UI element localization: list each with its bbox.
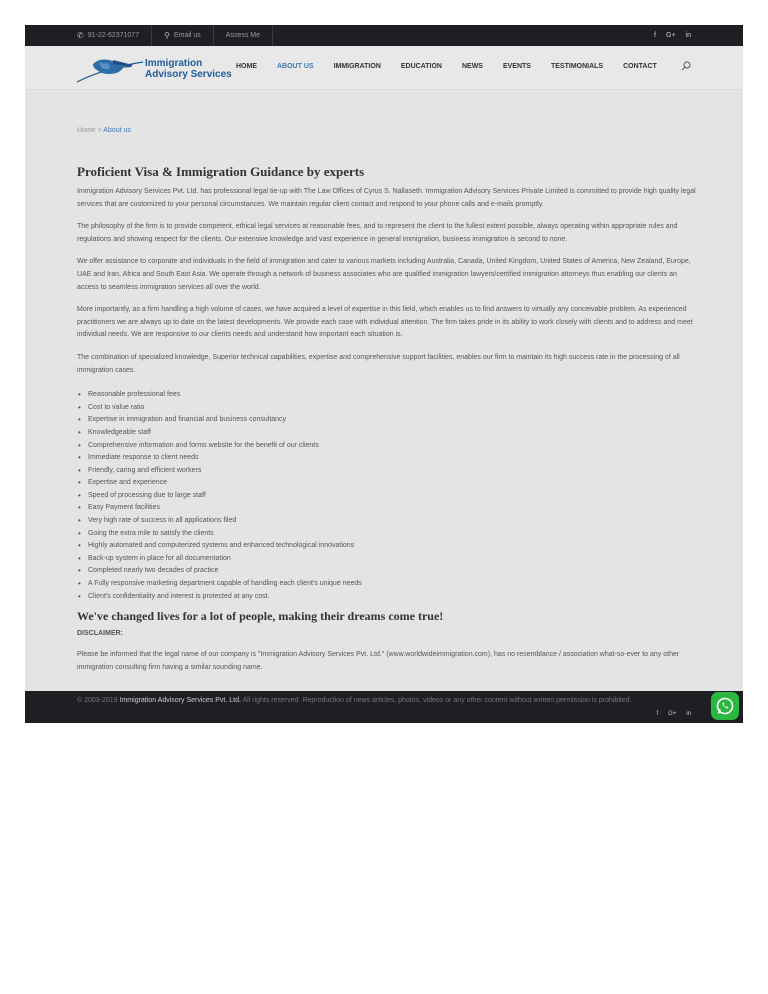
linkedin-icon[interactable]: in [686, 711, 691, 717]
linkedin-icon[interactable]: in [685, 32, 691, 39]
list-item: • Going the extra mile to satisfy the clients [77, 528, 697, 541]
combination-paragraph: The combination of specialized knowledge, Superior technical capabilities, expertise and comprehensive support facilities, enables our firm to maintain its high success rate in the processing of all immigration cases. [77, 353, 680, 374]
disclaimer-heading: DISCLAIMER: [77, 630, 123, 638]
list-item: • Comprehensive information and forms website for the benefit of our clients [77, 440, 697, 453]
main-nav [236, 63, 677, 70]
assess-label: Assess Me [225, 32, 261, 39]
nav-immigration[interactable]: IMMIGRATION [333, 63, 381, 70]
list-item: • Cost to value ratio [77, 402, 697, 415]
globe-plane-icon [75, 56, 145, 86]
footer-social-links [656, 711, 691, 717]
breadcrumb-home[interactable]: Home [77, 127, 96, 134]
intro-paragraph: Immigration Advisory Services Pvt. Ltd. has professional legal tie-up with The Law Offices of Cyrus S. Nallaseth. Immigration Advisory Services Private Limited is committed to provide high quality legal services that are customized to your personal circumstances. We maintain regular client contact and respond to your phone calls and e-mails promptly. [77, 188, 696, 208]
phone-icon: ✆ [77, 31, 84, 40]
list-item: • Speed of processing due to large staff [77, 490, 697, 503]
breadcrumb-separator: > [97, 127, 102, 134]
google-plus-icon[interactable]: G+ [666, 32, 676, 39]
whatsapp-button[interactable] [711, 692, 739, 720]
list-item: • Client's confidentiality and interest is protected at any cost. [77, 591, 697, 604]
facebook-icon[interactable]: f [654, 32, 656, 39]
list-item: • Expertise in immigration and financial and business consultancy [77, 414, 697, 427]
nav-about-us[interactable]: ABOUT US [277, 63, 314, 70]
phone-link[interactable] [77, 25, 152, 46]
site-header [25, 46, 743, 90]
nav-education[interactable]: EDUCATION [400, 63, 442, 70]
markets-paragraph: We offer assistance to corporate and individuals in the field of immigration and cater to various markets including Australia, Canada, United Kingdom, United States of America, New Zealand, Europe, UAE and Iran, Africa and South East Asia. We operate through a network of business associates who are qualified immigration lawyers/certified immigration attorneys thus enabling our clients an access to seamless immigration services all over the world. [77, 258, 691, 291]
list-item: • Friendly, caring and efficient workers [77, 465, 697, 478]
list-item: • Very high rate of success in all applications filed [77, 515, 697, 528]
list-item: • Expertise and experience [77, 477, 697, 490]
breadcrumb [77, 127, 697, 134]
phone-number: 91-22-62371077 [87, 32, 140, 39]
benefits-list [77, 389, 697, 603]
list-item: • Knowledgeable staff [77, 427, 697, 440]
site-footer [25, 691, 743, 723]
nav-news[interactable]: NEWS [461, 63, 483, 70]
list-item: • A Fully responsive marketing department capable of handling each client's unique needs [77, 578, 697, 591]
breadcrumb-current: About us [103, 127, 131, 134]
page-title: Proficient Visa & Immigration Guidance by experts [77, 164, 365, 179]
email-label: Email us [173, 32, 201, 39]
list-item: • Easy Payment facilities [77, 502, 697, 515]
main-content [77, 127, 697, 674]
section-subtitle: We've changed lives for a lot of people, making their dreams come true! [77, 609, 444, 624]
site-logo[interactable] [75, 56, 235, 86]
list-item: • Reasonable professional fees [77, 389, 697, 402]
top-social-links [654, 32, 691, 39]
company-name: Immigration Advisory Services Pvt. Ltd. [119, 697, 241, 704]
email-link[interactable] [164, 25, 214, 46]
search-button[interactable] [681, 61, 691, 74]
whatsapp-icon [715, 696, 735, 716]
disclaimer-text: Please be informed that the legal name of our company is "Immigration Advisory Services Pvt. Ltd." (www.worldwideimmigration.com), has no resemblance / association what-so-ever to any other immigration consulting firm having a similar sounding name. [77, 651, 680, 671]
map-pin-icon: ⚲ [164, 31, 170, 40]
philosophy-paragraph: The philosophy of the firm is to provide competent, ethical legal services at reasonable fees, and to represent the client to the fullest extent possible, always operating within appropriate rules and regulations and showing respect for the clients. Our extensive knowledge and vast experience in general immigration, business immigration is second to none. [77, 223, 678, 243]
top-bar [25, 25, 743, 46]
nav-home[interactable]: HOME [236, 63, 257, 70]
list-item: • Immediate response to client needs [77, 452, 697, 465]
nav-contact[interactable]: CONTACT [623, 63, 657, 70]
expertise-paragraph: More importantly, as a firm handling a high volume of cases, we have acquired a level of expertise in this field, which enables us to find answers to virtually any conceivable problem. As experienced practitioners we are always up to date on the latest developments. We provide each case with individual attention. The firm takes pride in its ability to work closely with clients and to address and meet individual needs. We are responsive to our clients needs and understand how important each situation is. [77, 306, 693, 339]
nav-events[interactable]: EVENTS [502, 63, 531, 70]
page [25, 25, 743, 723]
list-item: • Highly automated and computerized systems and enhanced technological innovations [77, 540, 697, 553]
facebook-icon[interactable]: f [656, 711, 659, 717]
google-plus-icon[interactable]: G+ [668, 711, 677, 717]
assess-link[interactable] [226, 25, 273, 46]
nav-testimonials[interactable]: TESTIMONIALS [550, 63, 604, 70]
logo-text: Immigration Advisory Services [145, 58, 232, 80]
copyright-text: © 2003-2019 Immigration Advisory Services Pvt. Ltd. All rights reserved. Reproduction of news articles, photos, videos or any other content without written permission is prohibited. [77, 697, 632, 704]
list-item: • Completed nearly two decades of practice [77, 565, 697, 578]
search-icon [681, 61, 691, 71]
list-item: • Back-up system in place for all documentation [77, 553, 697, 566]
